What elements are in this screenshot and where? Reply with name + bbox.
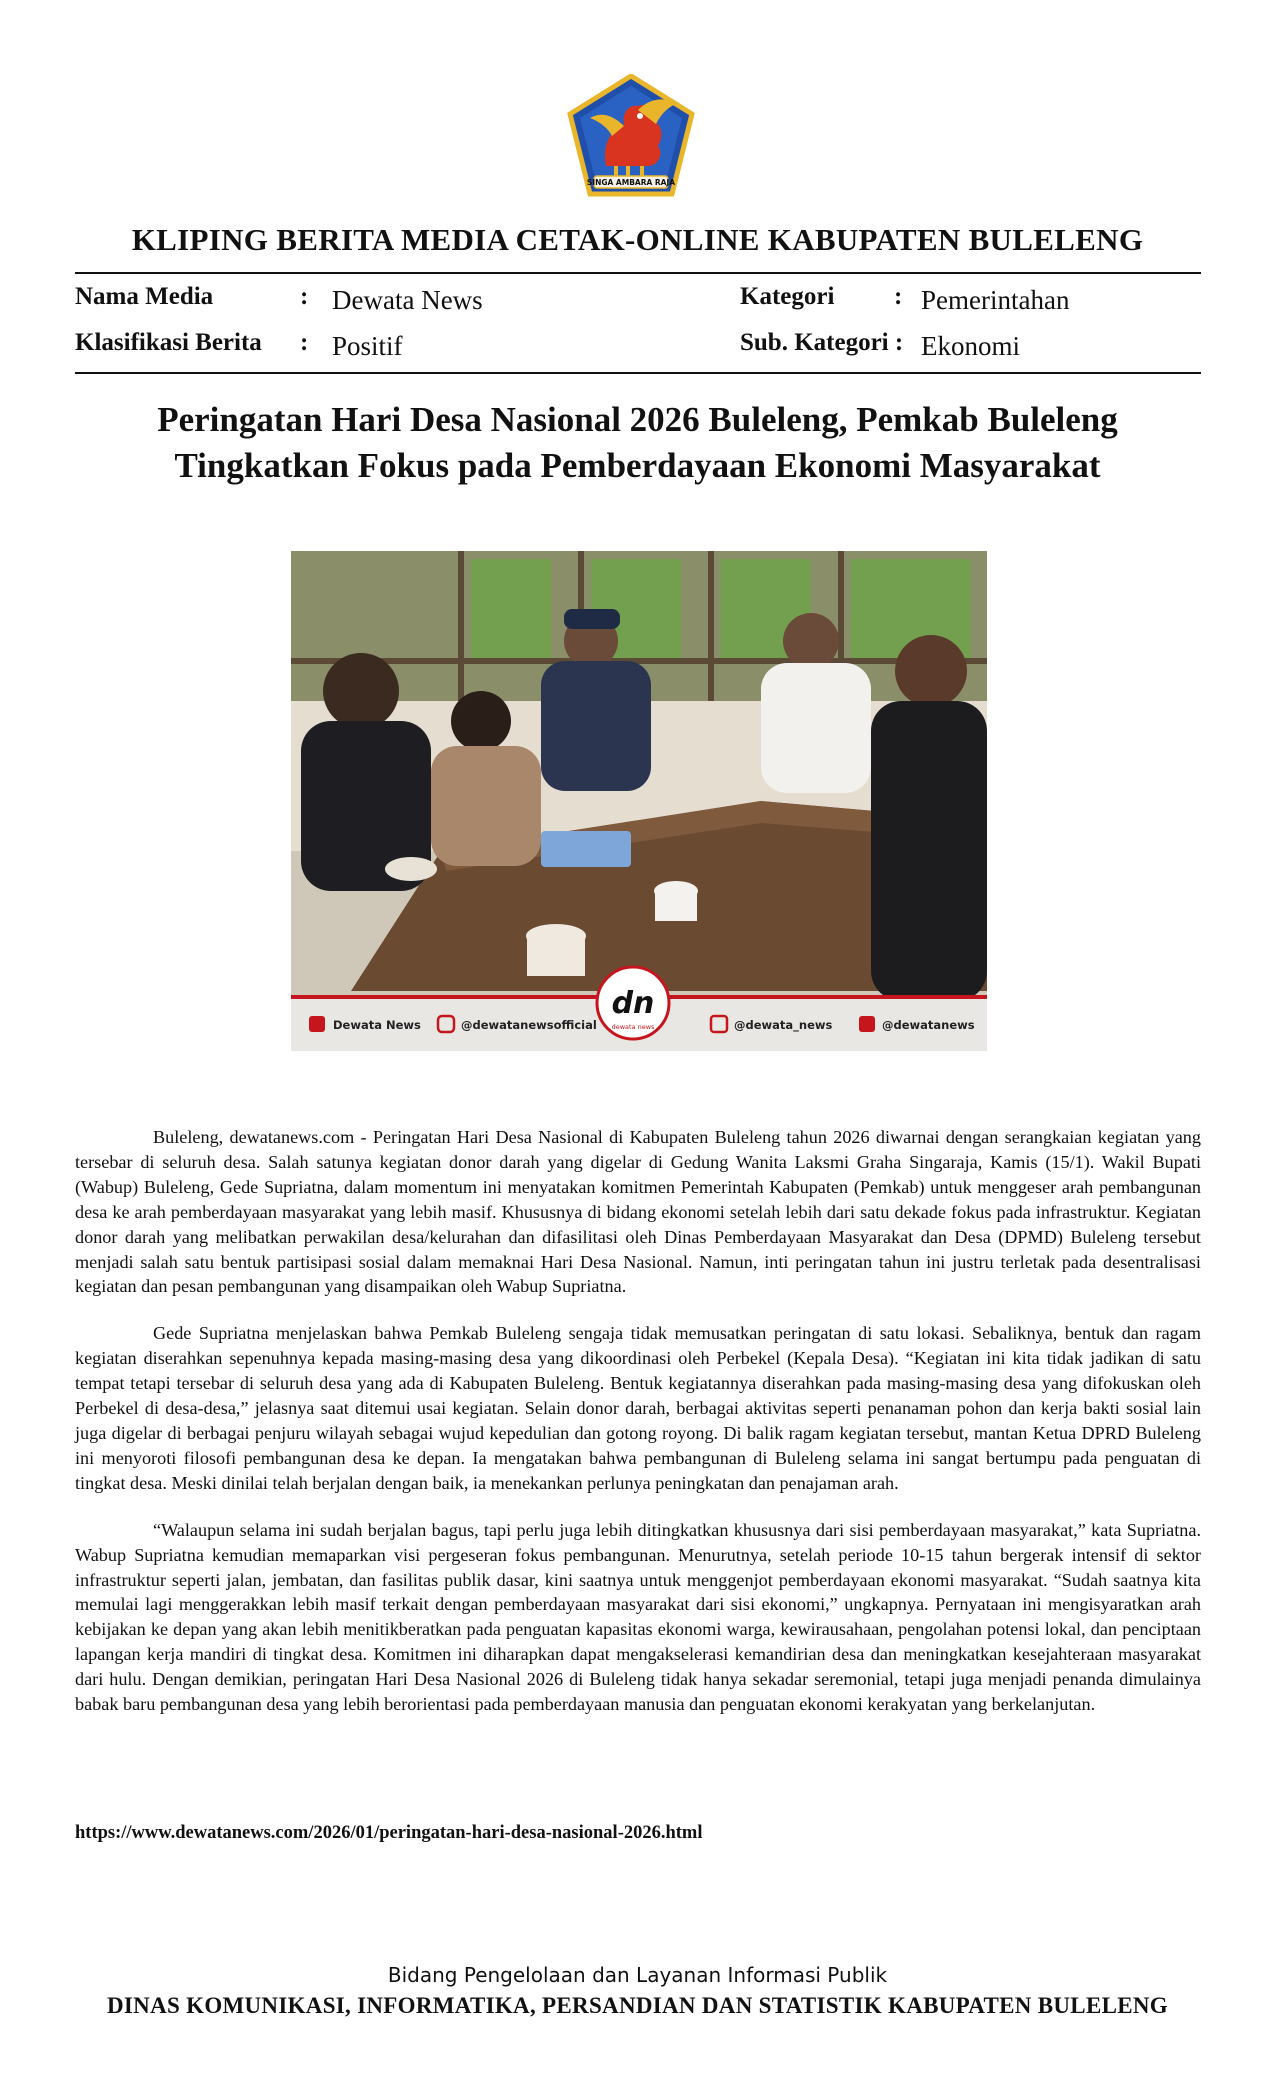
article-paragraph-1: Buleleng, dewatanews.com - Peringatan Hari Desa Nasional di Kabupaten Buleleng tahun 2026 diwarnai dengan serangkaian kegiatan yang tersebar di seluruh desa. Salah satunya kegiatan donor darah yang digelar di Gedung Wanita Laksmi Graha Singaraja, Kamis (15/1). Wakil Bupati (Wabup) Buleleng, Gede Supriatna, dalam momentum ini menyatakan komitmen Pemerintah Kabupaten (Pemkab) untuk menggeser arah pembangunan desa ke arah pemberdayaan masyarakat yang lebih masif. Khususnya di bidang ekonomi setelah lebih dari satu dekade fokus pada infrastruktur. Kegiatan donor darah yang melibatkan perwakilan desa/kelurahan dan difasilitasi oleh Dinas Pemberdayaan Masyarakat dan Desa (DPMD) Buleleng tersebut menjadi salah satu bentuk partisipasi sosial dalam memaknai Hari Desa Nasional. Namun, inti peringatan tahun ini justru terletak pada desentralisasi kegiatan dan pesan pembangunan yang disampaikan oleh Wabup Supriatna. xyxy=(75,1127,1201,1297)
meta-kategori xyxy=(740,283,1200,317)
header-bottom-rule xyxy=(75,372,1201,374)
footer-agency: DINAS KOMUNIKASI, INFORMATIKA, PERSANDIAN DAN STATISTIK KABUPATEN BULELENG xyxy=(107,1993,1168,2018)
article-body xyxy=(75,1125,1201,1739)
photo-bar-tiktok-text: @dewatanews xyxy=(882,1018,975,1032)
facebook-icon xyxy=(309,1016,325,1032)
meta-klasifikasi xyxy=(75,329,575,363)
kategori-colon: : xyxy=(894,283,903,310)
article-title-line-2: Tingkatkan Fokus pada Pemberdayaan Ekonomi Masyarakat xyxy=(174,446,1101,485)
nama-media-colon: : xyxy=(300,283,309,310)
article-paragraph-2: Gede Supriatna menjelaskan bahwa Pemkab Buleleng sengaja tidak memusatkan peringatan di satu lokasi. Sebaliknya, bentuk dan ragam kegiatan diserahkan sepenuhnya kepada masing-masing desa yang dikoordinasi oleh Perbekel (Kepala Desa). “Kegiatan ini kita tidak jadikan di satu tempat tetapi tersebar di seluruh desa yang ada di Kabupaten Buleleng. Bentuk kegiatannya diserahkan pada masing-masing desa yang difokuskan oleh Perbekel di desa-desa,” jelasnya saat ditemui usai kegiatan. Selain donor darah, berbagai aktivitas seperti penanaman pohon dan kerja bakti sosial lain juga digelar di berbagai penjuru wilayah sebagai wujud kepedulian dan gotong royong. Di balik ragam kegiatan tersebut, mantan Ketua DPRD Buleleng ini menyoroti filosofi pembangunan desa ke depan. Ia mengatakan bahwa pembangunan di Buleleng selama ini sangat bertumpu pada penguatan di tingkat desa. Meski dinilai telah berjalan dengan baik, ia menekankan perlunya peningkatan dan penajaman arah. xyxy=(75,1323,1201,1493)
photo-bar-twitter-text: @dewata_news xyxy=(734,1018,833,1032)
photo-bar-facebook-text: Dewata News xyxy=(333,1018,421,1032)
kategori-label: Kategori xyxy=(740,283,835,310)
sub-kategori-label: Sub. Kategori : xyxy=(740,329,904,356)
tiktok-icon xyxy=(859,1016,875,1032)
buleleng-emblem-logo xyxy=(566,74,696,198)
kategori-value: Pemerintahan xyxy=(921,285,1070,315)
dewatanews-logo-mark: dn xyxy=(611,986,655,1021)
article-paragraph-3: “Walaupun selama ini sudah berjalan bagus, tapi perlu juga lebih ditingkatkan khususnya dari sisi pemberdayaan masyarakat,” kata Supriatna. Wabup Supriatna kemudian memaparkan visi pergeseran fokus pembangunan. Menurutnya, setelah periode 10-15 tahun bergerak intensif di sektor infrastruktur seperti jalan, jembatan, dan fasilitas publik dasar, kini saatnya untuk menggenjot pemberdayaan ekonomi masyarakat. “Sudah saatnya kita memulai lagi menggerakkan lebih masif terkait dengan pemberdayaan masyarakat dari sisi ekonomi,” ungkapnya. Pernyataan ini mengisyaratkan arah kebijakan ke depan yang akan lebih menitikberatkan pada penguatan kapasitas ekonomi warga, kewirausahaan, pengolahan potensi lokal, dan penciptaan lapangan kerja mandiri di tingkat desa. Komitmen ini diharapkan dapat mengakselerasi kemandirian desa dan meningkatkan kesejahteraan masyarakat dari hulu. Dengan demikian, peringatan Hari Desa Nasional 2026 di Buleleng tidak hanya sekadar seremonial, tetapi juga menjadi penanda dimulainya babak baru pembangunan desa yang lebih berorientasi pada pemberdayaan manusia dan penguatan ekonomi kerakyatan yang berkelanjutan. xyxy=(75,1519,1201,1715)
emblem-caption: SINGA AMBARA RAJA xyxy=(586,178,676,187)
footer-department: Bidang Pengelolaan dan Layanan Informasi Publik xyxy=(387,1963,888,1987)
meta-nama-media xyxy=(75,283,575,317)
klasifikasi-label: Klasifikasi Berita xyxy=(75,329,262,356)
nama-media-label: Nama Media xyxy=(75,283,214,310)
dewatanews-logo-sub: dewata news xyxy=(611,1023,655,1031)
source-url-link[interactable]: https://www.dewatanews.com/2026/01/peringatan-hari-desa-nasional-2026.html xyxy=(75,1823,703,1843)
header-top-rule xyxy=(75,272,1201,274)
article-title xyxy=(80,397,1195,489)
article-photo xyxy=(291,551,987,1051)
photo-bar-instagram-text: @dewatanewsofficial xyxy=(461,1018,597,1032)
document-header-title: KLIPING BERITA MEDIA CETAK-ONLINE KABUPATEN BULELENG xyxy=(131,222,1144,257)
sub-kategori-value: Ekonomi xyxy=(921,331,1020,361)
article-title-line-1: Peringatan Hari Desa Nasional 2026 Buleleng, Pemkab Buleleng xyxy=(157,400,1118,439)
klasifikasi-value: Positif xyxy=(332,331,403,361)
meta-sub-kategori xyxy=(740,329,1200,363)
klasifikasi-colon: : xyxy=(300,329,309,356)
nama-media-value: Dewata News xyxy=(332,285,483,315)
